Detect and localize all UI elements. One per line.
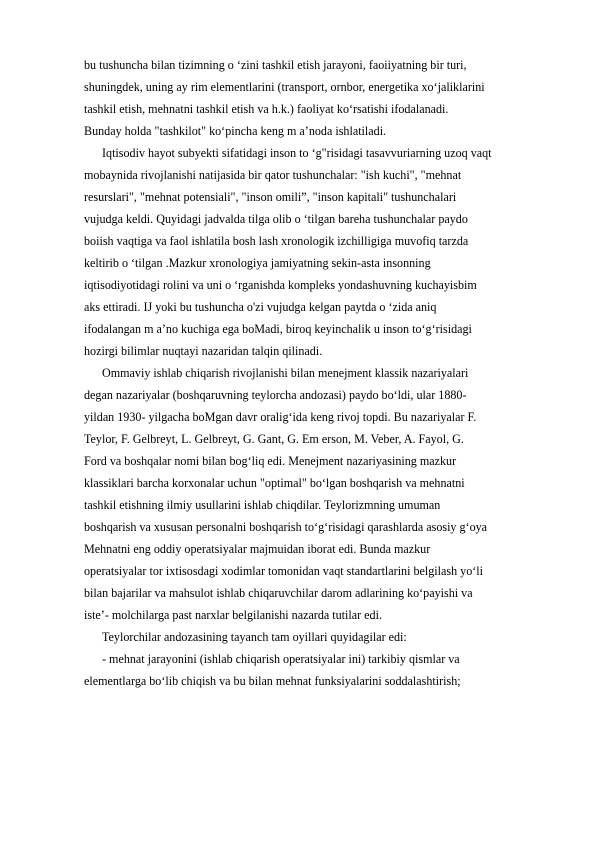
text-line: elementlarga bo‘lib chiqish va bu bilan mehnat funksiyalarini soddalashtirish; (84, 674, 461, 688)
text-line: shuningdek, uning ay rim elementlarini (transport, ornbor, energetika xo‘jaliklarini (84, 80, 485, 94)
text-line: operatsiyalar tor ixtisosdagi xodimlar tomonidan vaqt standartlarini belgilash yo‘li (84, 564, 484, 578)
text-line: Iqtisodiv hayot subyekti sifatidagi inson to ‘g"risidagi tasavvuriarning uzoq vaqt (102, 146, 492, 160)
text-line: keltirib o ‘tilgan .Mazkur xronologiya jamiyatning sekin-asta insonning (84, 256, 431, 270)
text-line: Bunday holda "tashkilot" ko‘pincha keng m a’noda ishlatiladi. (84, 124, 387, 138)
text-line: Ford va boshqalar nomi bilan bog‘liq edi. Menejment nazariyasining mazkur (84, 454, 457, 468)
text-line: mobaynida rivojlanishi natijasida bir qator tushunchalar: "ish kuchi", "mehnat (84, 168, 462, 182)
text-line: Ommaviy ishlab chiqarish rivojlanishi bilan menejment klassik nazariyalari (102, 366, 469, 380)
text-line: hozirgi bilimlar nuqtayi nazaridan talqin qilinadi. (84, 344, 323, 358)
text-line: ifodalangan m a’no kuchiga ega boMadi, biroq keyinchalik u inson to‘g‘risidagi (84, 322, 472, 336)
text-line: tashkil etishning ilmiy usullarini ishlab chiqdilar. Teylorizmning umuman (84, 498, 441, 512)
text-line: - mehnat jarayonini (ishlab chiqarish operatsiyalar ini) tarkibiy qismlar va (102, 652, 460, 666)
text-line: aks ettiradi. IJ yoki bu tushuncha o'zi vujudga kelgan paytda o ‘zida aniq (84, 300, 437, 314)
text-line: iqtisodiyotidagi rolini va uni o ‘rganishda kompleks yondashuvning kuchayisbim (84, 278, 477, 292)
text-line: degan nazariyalar (boshqaruvning teylorcha andozasi) paydo bo‘ldi, ular 1880- (84, 388, 467, 402)
text-line: Mehnatni eng oddiy operatsiyalar majmuidan iborat edi. Bunda mazkur (84, 542, 431, 556)
text-line: tashkil etish, mehnatni tashkil etish va h.k.) faoliyat ko‘rsatishi ifodalanadi. (84, 102, 449, 116)
text-line: bu tushuncha bilan tizimning o ‘zini tashkil etish jarayoni, faoiiyatning bir turi, (84, 58, 467, 72)
text-line: boiish vaqtiga va faol ishlatila bosh lash xronologik izchilligiga muvofiq tarzda (84, 234, 469, 248)
text-line: iste’- molchilarga past narxlar belgilanishi nazarda tutilar edi. (84, 608, 382, 622)
text-line: yildan 1930- yilgacha boMgan davr oralig‘ida keng rivoj topdi. Bu nazariyalar F. (84, 410, 477, 424)
text-line: vujudga keldi. Quyidagi jadvalda tilga olib o ‘tilgan bareha tushunchalar paydo (84, 212, 468, 226)
text-line: boshqarish va xususan personalni boshqarish to‘g‘risidagi qarashlarda asosiy g‘oya (84, 520, 488, 534)
text-line: klassiklari barcha korxonalar uchun "optimal" bo‘lgan boshqarish va mehnatni (84, 476, 465, 490)
body-text (84, 54, 554, 692)
text-line: Teylorchilar andozasining tayanch tam oyillari quyidagilar edi: (102, 630, 407, 644)
text-line: Teylor, F. Gelbreyt, L. Gelbreyt, G. Gant, G. Em erson, M. Veber, A. Fayol, G. (84, 432, 464, 446)
text-line: resurslari", "mehnat potensiali", "inson omili”, "inson kapitali" tushunchalari (84, 190, 457, 204)
text-line: bilan bajarilar va mahsulot ishlab chiqaruvchilar darom adlarining ko‘payishi va (84, 586, 473, 600)
